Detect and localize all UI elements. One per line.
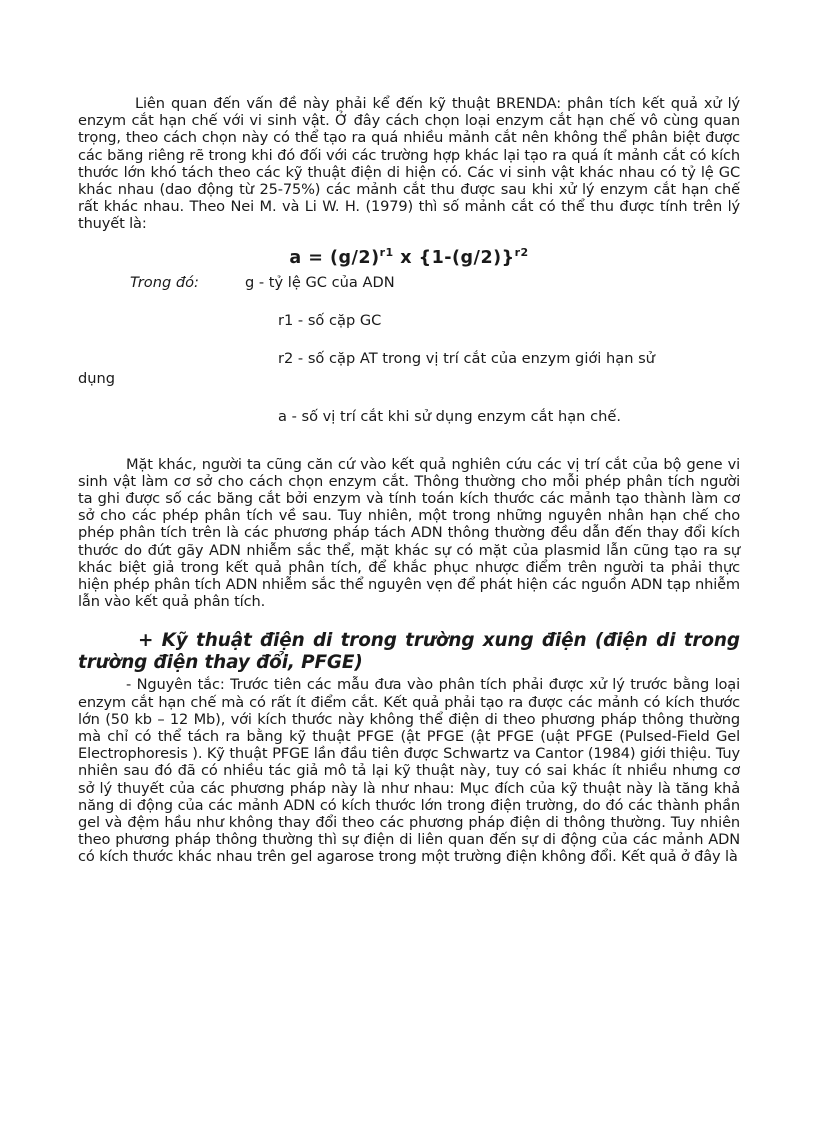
document-page [78,95,740,866]
formula-factor: x {1-(g/2)} [393,247,515,268]
formula-base: a = (g/2) [289,247,380,268]
formula-definitions [78,274,740,430]
formula-exponent-r1: r1 [379,245,394,259]
formula-exponent-r2: r2 [514,245,529,259]
section-heading-pfge: + Kỹ thuật điện di trong trường xung điện (điện di trong trường điện thay đổi, PFGE) [78,630,740,674]
definition-r2-continuation: dụng [78,369,116,387]
formula [78,246,740,268]
paragraph-pfge-principle: - Nguyên tắc: Trước tiên các mẫu đưa vào phân tích phải được xử lý trước bằng loại enzym cắt hạn chế mà có rất ít điểm cắt. Kết quả phải tạo ra được các mảnh có kích thước lớn (50 kb – 12 Mb), với kích thước này không thể điện di theo phương pháp thông thường mà chỉ có thể tách ra bằng kỹ thuật PFGE (ật PFGE (ật PFGE (uật PFGE (Pulsed-Field Gel Electrophoresis ). Kỹ thuật PFGE lần đầu tiên được Schwartz va Cantor (1984) giới thiệu. Tuy nhiên sau đó đã có nhiều tác giả mô tả lại kỹ thuật này, tuy có sai khác ít nhiều nhưng cơ sở lý thuyết của các phương pháp này là như nhau: Mục đích của kỹ thuật này là tăng khả năng di động của các mảnh ADN có kích thước lớn trong điện trường, do đó các thành phần gel và đệm hầu như không thay đổi theo các phương pháp điện di thông thường. Tuy nhiên theo phương pháp thông thường thì sự điện di liên quan đến sự di động của các mảnh ADN có kích thước khác nhau trên gel agarose trong một trường điện không đổi. Kết quả ở đây là [78,676,740,866]
paragraph-brenda: Liên quan đến vấn đề này phải kể đến kỹ thuật BRENDA: phân tích kết quả xử lý enzym cắt hạn chế với vi sinh vật. Ở đây cách chọn loại enzym cắt hạn chế vô cùng quan trọng, theo cách chọn này có thể tạo ra quá nhiều mảnh cắt nên không thể phân biệt được các băng riêng rẽ trong khi đó đối với các trường hợp khác lại tạo ra quá ít mảnh cắt có kích thước lớn khó tách theo các kỹ thuật điện di hiện có. Các vi sinh vật khác nhau có tỷ lệ GC khác nhau (dao động từ 25-75%) các mảnh cắt thu được sau khi xử lý enzym cắt hạn chế rất khác nhau. Theo Nei M. và Li W. H. (1979) thì số mảnh cắt có thể thu được tính trên lý thuyết là: [78,95,740,233]
definitions-label: Trong đó: [130,273,199,291]
definition-r2-text: r2 - số cặp AT trong vị trí cắt của enzym giới hạn sử [278,349,655,367]
definition-g: g - tỷ lệ GC của ADN [245,273,395,291]
definition-r2 [278,350,740,367]
definition-a: a - số vị trí cắt khi sử dụng enzym cắt hạn chế. [278,407,621,425]
paragraph-enzyme-selection: Mặt khác, người ta cũng căn cứ vào kết quả nghiên cứu các vị trí cắt của bộ gene vi sinh vật làm cơ sở cho cách chọn enzym cắt. Thông thường cho mỗi phép phân tích người ta ghi được số các băng cắt bởi enzym và tính toán kích thước các mảnh tạo thành làm cơ sở cho các phép phân tích về sau. Tuy nhiên, một trong những nguyên nhân hạn chế cho phép phân tích trên là các phương pháp tách ADN thông thường đều dẫn đến thay đổi kích thước do đứt gãy ADN nhiễm sắc thể, mặt khác sự có mặt của plasmid lẫn cũng tạo ra sự khác biệt giả trong kết quả phân tích, để khắc phục nhược điểm trên người ta phải thực hiện phép phân tích ADN nhiễm sắc thể nguyên vẹn để phát hiện các nguồn ADN tạp nhiễm lẫn vào kết quả phân tích. [78,455,740,611]
definition-r1: r1 - số cặp GC [278,311,382,329]
